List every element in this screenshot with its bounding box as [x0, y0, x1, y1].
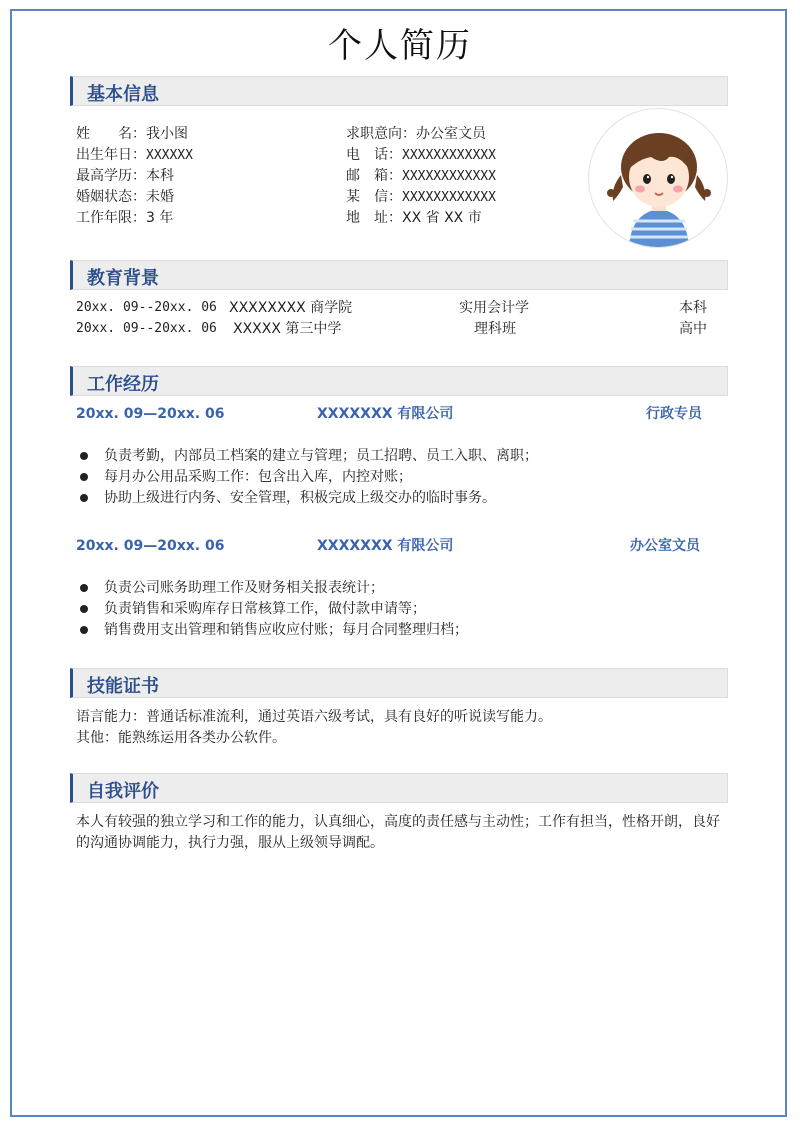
duty-item: 协助上级进行内务、安全管理，积极完成上级交办的临时事务。 — [104, 490, 496, 506]
skill-item: 语言能力：普通话标准流利，通过英语六级考试，具有良好的听说读写能力。 — [76, 709, 552, 725]
work-position: 行政专员 — [646, 406, 702, 422]
education-school: XXXXXXXX 商学院 — [229, 300, 353, 316]
bullet-icon — [80, 494, 88, 502]
education-date: 20xx. 09--20xx. 06 — [76, 321, 217, 336]
section-header-work — [70, 366, 728, 396]
bullet-icon — [80, 584, 88, 592]
info-row: 求职意向：办公室文员 — [346, 126, 486, 142]
work-company: XXXXXXX 有限公司 — [317, 538, 454, 554]
work-date: 20xx. 09—20xx. 06 — [76, 406, 225, 422]
section-title: 教育背景 — [87, 268, 159, 289]
info-row: 地 址：XX 省 XX 市 — [346, 210, 482, 226]
cartoon-girl-icon — [589, 109, 728, 248]
bullet-icon — [80, 626, 88, 634]
section-header-education — [70, 260, 728, 290]
duty-item: 销售费用支出管理和销售应收应付账；每月合同整理归档； — [104, 622, 468, 638]
duty-item: 负责销售和采购库存日常核算工作，做付款申请等； — [104, 601, 426, 617]
work-position: 办公室文员 — [630, 538, 700, 554]
section-title: 工作经历 — [87, 374, 159, 395]
info-row: 某 信：XXXXXXXXXXXX — [346, 189, 496, 205]
section-header-skills — [70, 668, 728, 698]
bullet-icon — [80, 473, 88, 481]
self-evaluation-text: 本人有较强的独立学习和工作的能力，认真细心，高度的责任感与主动性；工作有担当，性格开朗，良好的沟通协调能力，执行力强，服从上级领导调配。 — [76, 814, 720, 851]
info-row: 邮 箱：XXXXXXXXXXXX — [346, 168, 496, 184]
info-row: 最高学历：本科 — [76, 168, 174, 184]
education-degree: 本科 — [679, 300, 707, 316]
info-row: 婚姻状态：未婚 — [76, 189, 174, 205]
duty-item: 负责公司账务助理工作及财务相关报表统计； — [104, 580, 384, 596]
section-title: 自我评价 — [87, 781, 159, 802]
education-date: 20xx. 09--20xx. 06 — [76, 300, 217, 315]
info-row: 工作年限：3 年 — [76, 210, 174, 226]
work-date: 20xx. 09—20xx. 06 — [76, 538, 225, 554]
bullet-icon — [80, 605, 88, 613]
section-title: 技能证书 — [87, 676, 159, 697]
education-degree: 高中 — [679, 321, 707, 337]
duty-item: 每月办公用品采购工作：包含出入库，内控对账； — [104, 469, 412, 485]
avatar — [588, 108, 728, 248]
work-company: XXXXXXX 有限公司 — [317, 406, 454, 422]
info-row: 电 话：XXXXXXXXXXXX — [346, 147, 496, 163]
duty-item: 负责考勤，内部员工档案的建立与管理；员工招聘、员工入职、离职； — [104, 448, 538, 464]
section-header-self — [70, 773, 728, 803]
info-row: 姓 名：我小图 — [76, 126, 188, 142]
info-row: 出生年日：XXXXXX — [76, 147, 193, 163]
education-school: XXXXX 第三中学 — [233, 321, 342, 337]
section-header-basic — [70, 76, 728, 106]
page-title: 个人简历 — [328, 26, 472, 66]
education-major: 理科班 — [474, 321, 516, 337]
education-major: 实用会计学 — [459, 300, 529, 316]
bullet-icon — [80, 452, 88, 460]
section-title: 基本信息 — [87, 84, 159, 105]
skill-item: 其他：能熟练运用各类办公软件。 — [76, 730, 286, 746]
